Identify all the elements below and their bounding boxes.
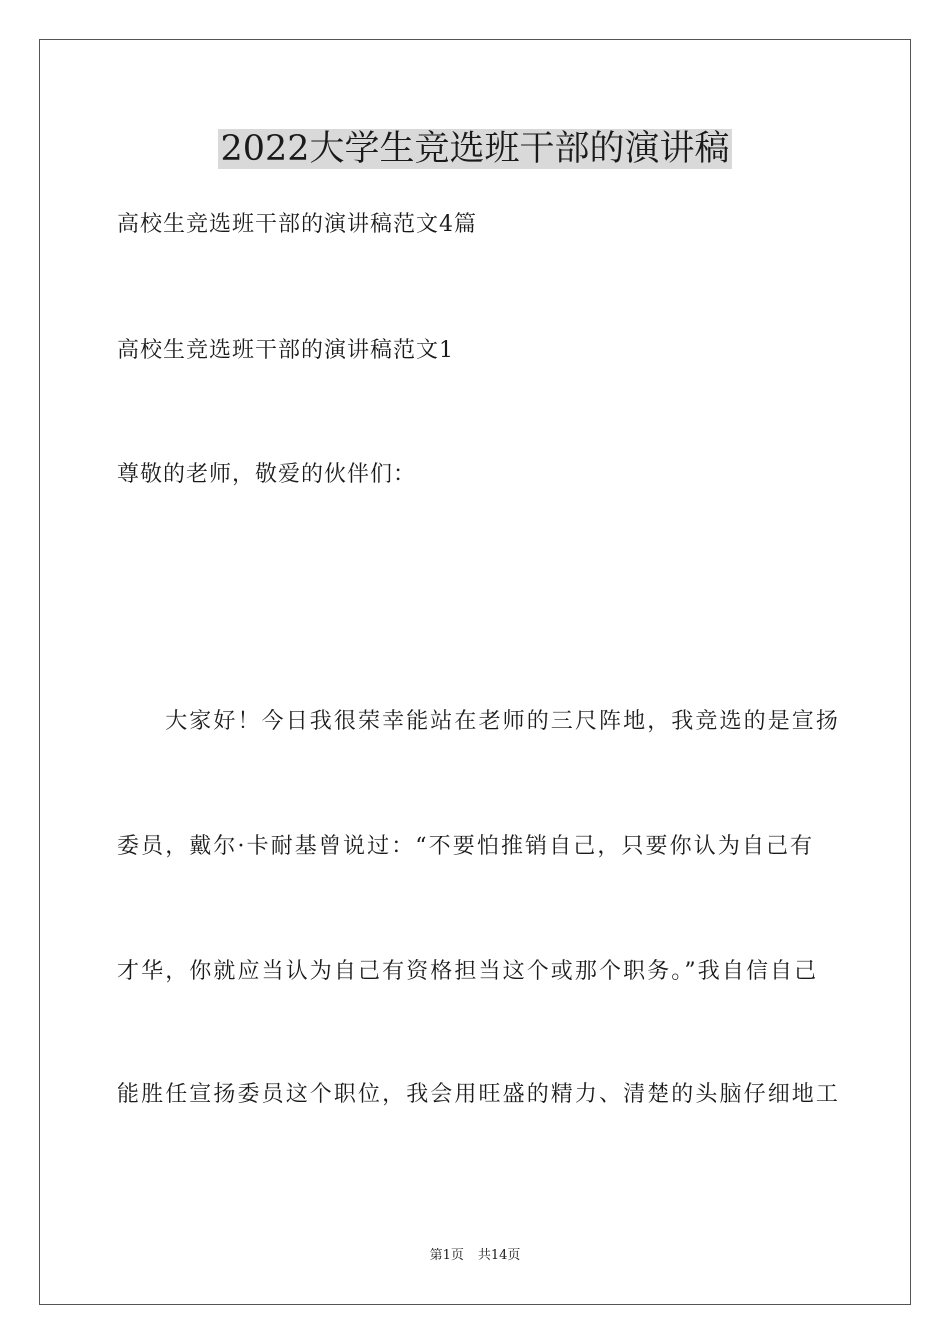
salutation: 尊敬的老师，敬爱的伙伴们： [117,462,417,487]
page-footer [0,1247,950,1265]
body-line: 委员，戴尔·卡耐基曾说过：“不要怕推销自己，只要你认为自己有 [117,834,815,859]
body-line: 能胜任宣扬委员这个职位，我会用旺盛的精力、清楚的头脑仔细地工 [117,1082,841,1107]
body-line: 才华，你就应当认为自己有资格担当这个或那个职务。”我自信自己 [117,959,819,984]
page-number: 第1页 [429,1248,464,1263]
page-total: 共14页 [477,1248,521,1263]
body-line: 大家好！今日我很荣幸能站在老师的三尺阵地，我竞选的是宣扬 [117,709,841,734]
document-subtitle: 高校生竞选班干部的演讲稿范文4篇 [117,212,477,237]
document-title-text: 2022大学生竞选班干部的演讲稿 [220,129,730,169]
document-title [0,128,950,170]
section-heading: 高校生竞选班干部的演讲稿范文1 [117,338,454,363]
